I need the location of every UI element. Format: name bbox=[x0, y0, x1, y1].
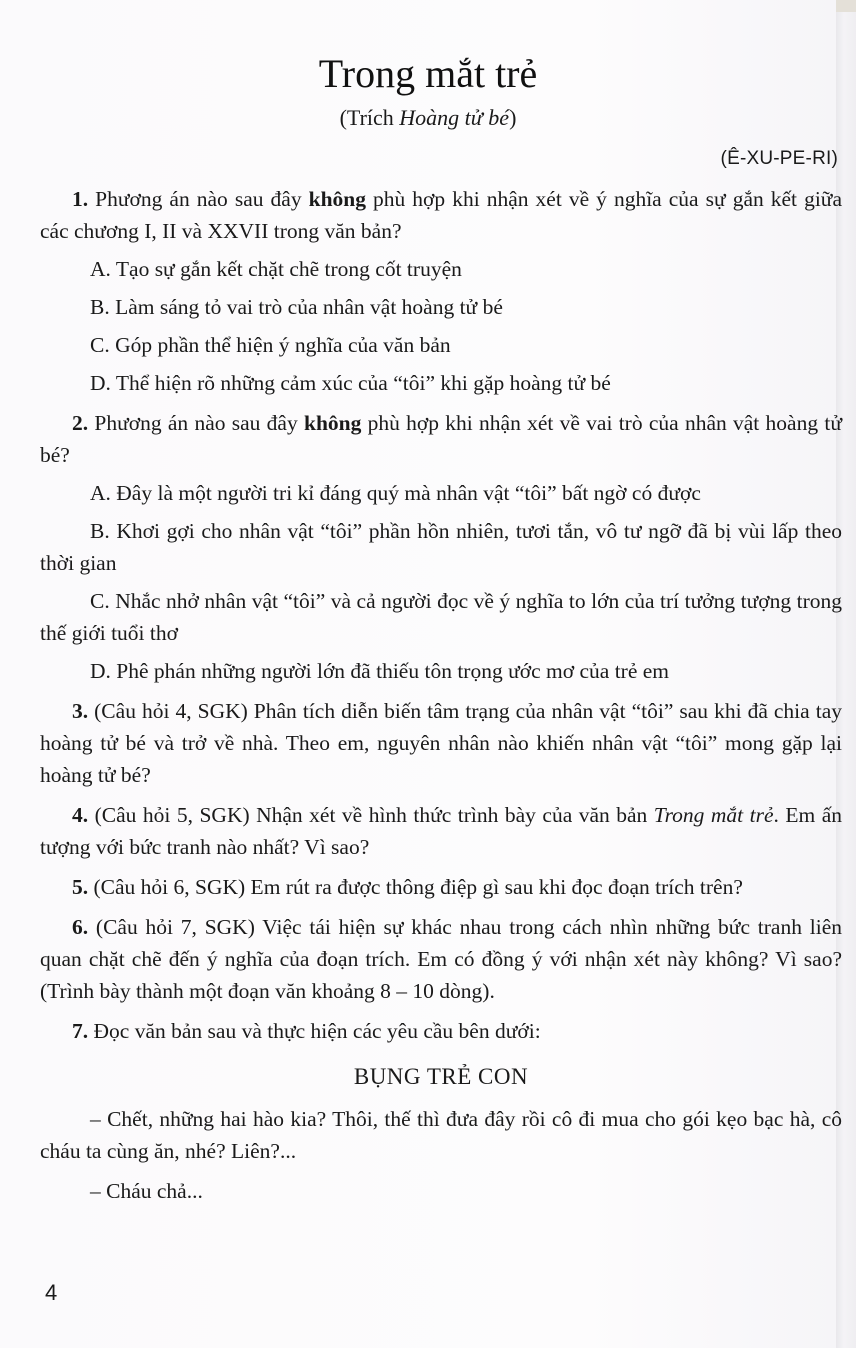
question-text: (Câu hỏi 4, SGK) Phân tích diễn biến tâm trạng của nhân vật “tôi” sau khi đã chia tay hoàng tử bé và trở về nhà. Theo em, nguyên nhân nào khiến nhân vật “tôi” mong gặp lại hoàng tử bé? bbox=[40, 699, 842, 787]
question-number: 2. bbox=[72, 411, 89, 435]
question-text: (Câu hỏi 7, SGK) Việc tái hiện sự khác nhau trong cách nhìn những bức tranh liên quan chặt chẽ đến ý nghĩa của đoạn trích. Em có đồng ý với nhận xét này không? Vì sao? (Trình bày thành một đoạn văn khoảng 8 – 10 dòng). bbox=[40, 915, 842, 1003]
option-c: C. Nhắc nhở nhân vật “tôi” và cả người đọc về ý nghĩa to lớn của trí tưởng tượng trong thế giới tuổi thơ bbox=[40, 589, 842, 645]
question-text: Đọc văn bản sau và thực hiện các yêu cầu bên dưới: bbox=[88, 1019, 541, 1043]
option-a: A. Đây là một người tri kỉ đáng quý mà nhân vật “tôi” bất ngờ có được bbox=[90, 481, 701, 505]
question-5 bbox=[40, 871, 842, 903]
option-b: B. Khơi gợi cho nhân vật “tôi” phần hồn nhiên, tươi tắn, vô tư ngỡ đã bị vùi lấp theo thời gian bbox=[40, 519, 842, 575]
question-number: 3. bbox=[72, 699, 89, 723]
page-title: Trong mắt trẻ bbox=[318, 51, 538, 96]
page-subtitle bbox=[0, 104, 856, 132]
option-a: A. Tạo sự gắn kết chặt chẽ trong cốt truyện bbox=[90, 257, 462, 281]
question-text: phù hợp khi nhận xét về vai trò của nhân vật hoàng tử bé? bbox=[40, 411, 842, 467]
question-text: . Em ấn tượng với bức tranh nào nhất? Vì sao? bbox=[40, 803, 842, 859]
question-text: phù hợp khi nhận xét về ý nghĩa của sự gắn kết giữa các chương I, II và XXVII trong văn bản? bbox=[40, 187, 842, 243]
reading-line-2: – Cháu chả... bbox=[90, 1179, 203, 1203]
option-b: B. Làm sáng tỏ vai trò của nhân vật hoàng tử bé bbox=[90, 295, 503, 319]
reading-title: BỤNG TRẺ CON bbox=[353, 1064, 529, 1089]
option-d: D. Thể hiện rõ những cảm xúc của “tôi” khi gặp hoàng tử bé bbox=[90, 371, 611, 395]
question-7 bbox=[40, 1015, 842, 1047]
question-text: (Câu hỏi 6, SGK) Em rút ra được thông điệp gì sau khi đọc đoạn trích trên? bbox=[88, 875, 743, 899]
option-c: C. Góp phần thể hiện ý nghĩa của văn bản bbox=[90, 333, 451, 357]
subtitle-suffix: ) bbox=[509, 105, 517, 130]
question-number: 1. bbox=[72, 187, 89, 211]
exercise-body bbox=[40, 183, 842, 1207]
subtitle-prefix: (Trích bbox=[339, 105, 400, 130]
question-1 bbox=[40, 183, 842, 247]
question-text: Phương án nào sau đây bbox=[88, 411, 304, 435]
question-text: (Câu hỏi 5, SGK) Nhận xét về hình thức trình bày của văn bản bbox=[88, 803, 654, 827]
question-emphasis: không bbox=[304, 411, 362, 435]
question-number: 5. bbox=[72, 875, 89, 899]
question-number: 4. bbox=[72, 803, 89, 827]
question-number: 7. bbox=[72, 1019, 89, 1043]
question-number: 6. bbox=[72, 915, 89, 939]
reading-line-1: – Chết, những hai hào kia? Thôi, thế thì đưa đây rồi cô đi mua cho gói kẹo bạc hà, cô cháu ta cùng ăn, nhé? Liên?... bbox=[40, 1107, 842, 1163]
author-name: (Ê-XU-PE-RI) bbox=[720, 148, 838, 169]
work-title: Trong mắt trẻ bbox=[653, 803, 774, 827]
question-text: Phương án nào sau đây bbox=[88, 187, 309, 211]
page-edge-top bbox=[836, 0, 856, 12]
question-4 bbox=[40, 799, 842, 863]
option-d: D. Phê phán những người lớn đã thiếu tôn trọng ước mơ của trẻ em bbox=[90, 659, 670, 683]
question-3 bbox=[40, 695, 842, 791]
subtitle-source: Hoàng tử bé bbox=[399, 105, 510, 130]
question-emphasis: không bbox=[308, 187, 366, 211]
question-6 bbox=[40, 911, 842, 1007]
question-2 bbox=[40, 407, 842, 471]
page-number: 4 bbox=[45, 1280, 58, 1305]
